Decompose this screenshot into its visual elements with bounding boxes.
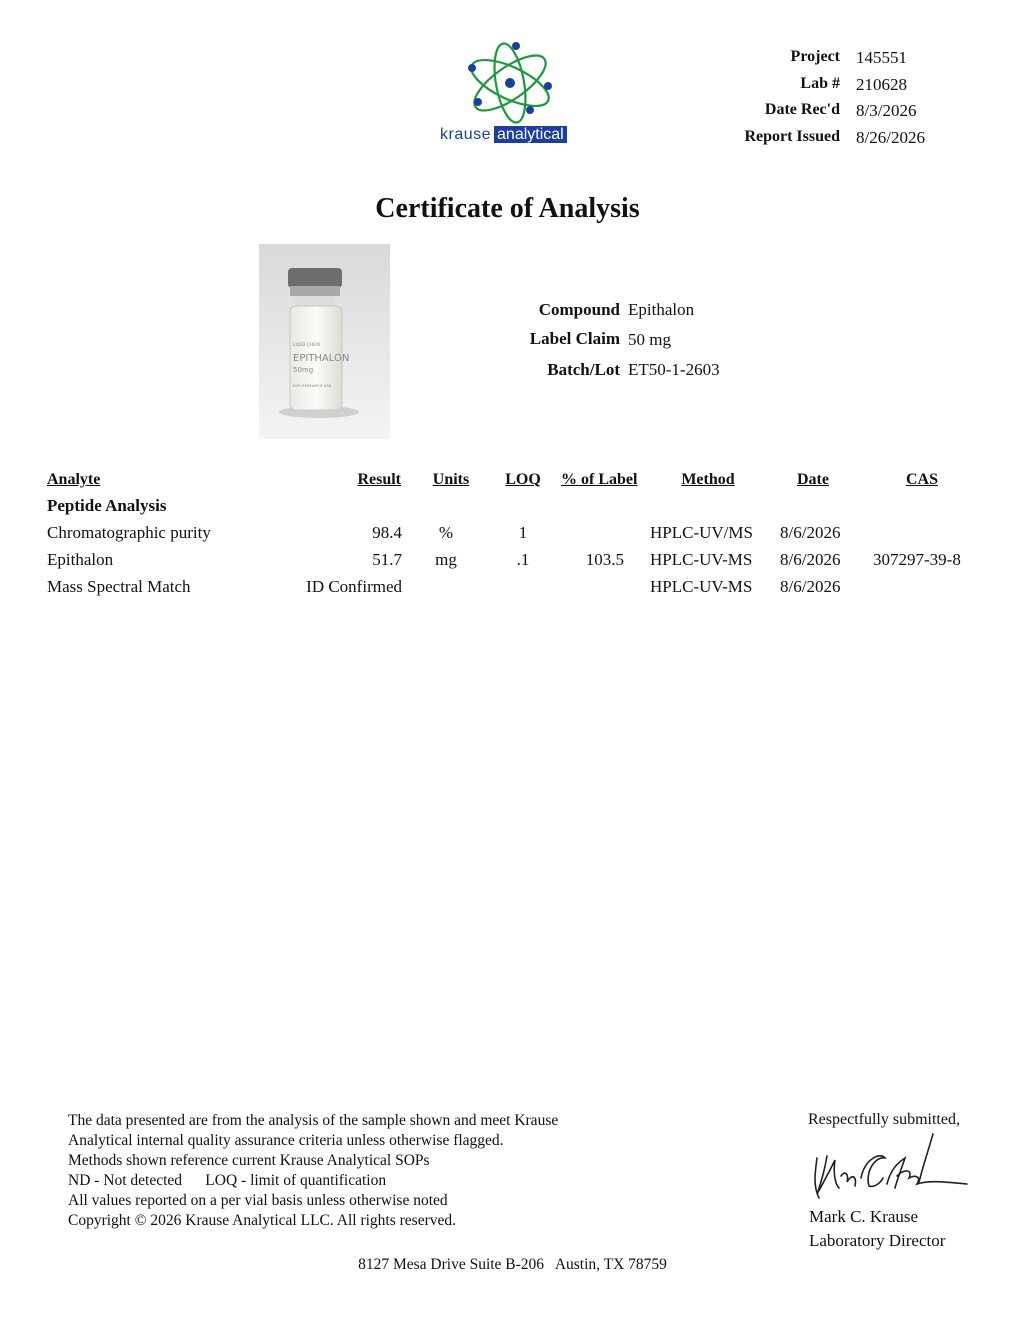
section-heading: Peptide Analysis [47,496,167,515]
lab-number-label: Lab # [800,75,840,92]
batch-lot-value: ET50-1-2603 [628,360,720,379]
compound-value: Epithalon [628,300,695,319]
table-row-loq: 1 [518,523,528,542]
table-row-date: 8/6/2026 [780,577,841,596]
signer-title: Laboratory Director [809,1231,946,1250]
batch-lot-label: Batch/Lot [547,360,620,379]
col-header-method: Method [681,471,735,488]
label-claim-label: Label Claim [529,329,620,348]
table-row-method: HPLC-UV-MS [650,550,753,569]
table-row-analyte: Mass Spectral Match [47,577,191,596]
table-row-units: % [438,523,454,542]
col-header-loq: LOQ [505,471,541,488]
table-row-cas: 307297-39-8 [873,550,961,569]
table-row-analyte: Epithalon [47,550,114,569]
footnotes [68,1111,558,1231]
report-info-labels [640,48,840,158]
vial-notice-text: FOR RESEARCH USE [293,383,332,388]
report-info-values [856,48,1006,158]
table-row-pct: 103.5 [585,550,624,569]
report-issued-label: Report Issued [744,128,840,145]
col-header-pct-label: % of Label [561,471,638,488]
signer-name: Mark C. Krause [809,1207,919,1226]
signer-block [809,1205,945,1253]
footnote-line: ND - Not detected LOQ - limit of quantification [68,1172,387,1189]
table-row-loq: .1 [516,550,530,569]
project-value: 145551 [856,48,907,67]
project-label: Project [790,48,840,65]
footnote-line: Analytical internal quality assurance criteria unless otherwise flagged. [68,1132,504,1149]
label-claim-value: 50 mg [628,330,671,349]
table-row-method: HPLC-UV/MS [650,523,753,542]
table-row-date: 8/6/2026 [780,523,841,542]
footnote-line: All values reported on a per vial basis unless otherwise noted [68,1192,448,1209]
company-logo-wordmark [440,126,567,144]
date-received-value: 8/3/2026 [856,101,917,120]
page-title: Certificate of Analysis [375,193,640,224]
footnote-line: Copyright © 2026 Krause Analytical LLC. All rights reserved. [68,1212,457,1229]
compound-label: Compound [538,300,620,319]
logo-word-krause: krause [440,126,492,143]
table-row-analyte: Chromatographic purity [47,523,211,542]
lab-number-value: 210628 [856,75,907,94]
table-row-result: 98.4 [372,523,402,542]
table-row-result: ID Confirmed [306,577,402,596]
col-header-cas: CAS [905,471,938,488]
report-issued-value: 8/26/2026 [856,128,925,147]
col-header-analyte: Analyte [47,471,101,488]
table-row-units: mg [435,550,457,569]
sample-vial-photo [259,244,390,439]
handwritten-signature [805,1128,975,1203]
col-header-units: Units [432,471,470,488]
table-row-method: HPLC-UV-MS [650,577,753,596]
col-header-result: Result [357,471,401,488]
vial-dose-text: 50mg [293,366,314,374]
col-header-date: Date [797,471,829,488]
vial-brand-text: LIQID CHEM [293,343,320,348]
table-row-result: 51.7 [372,550,402,569]
table-row-date: 8/6/2026 [780,550,841,569]
respectfully-submitted: Respectfully submitted, [808,1111,960,1128]
date-received-label: Date Rec'd [764,101,840,118]
company-address: 8127 Mesa Drive Suite B-206 Austin, TX 78759 [358,1256,667,1273]
footnote-line: Methods shown reference current Krause Analytical SOPs [68,1152,430,1169]
logo-word-analytical: analytical [494,126,567,143]
vial-product-text: EPITHALON [293,353,350,364]
footnote-line: The data presented are from the analysis of the sample shown and meet Krause [68,1112,559,1129]
